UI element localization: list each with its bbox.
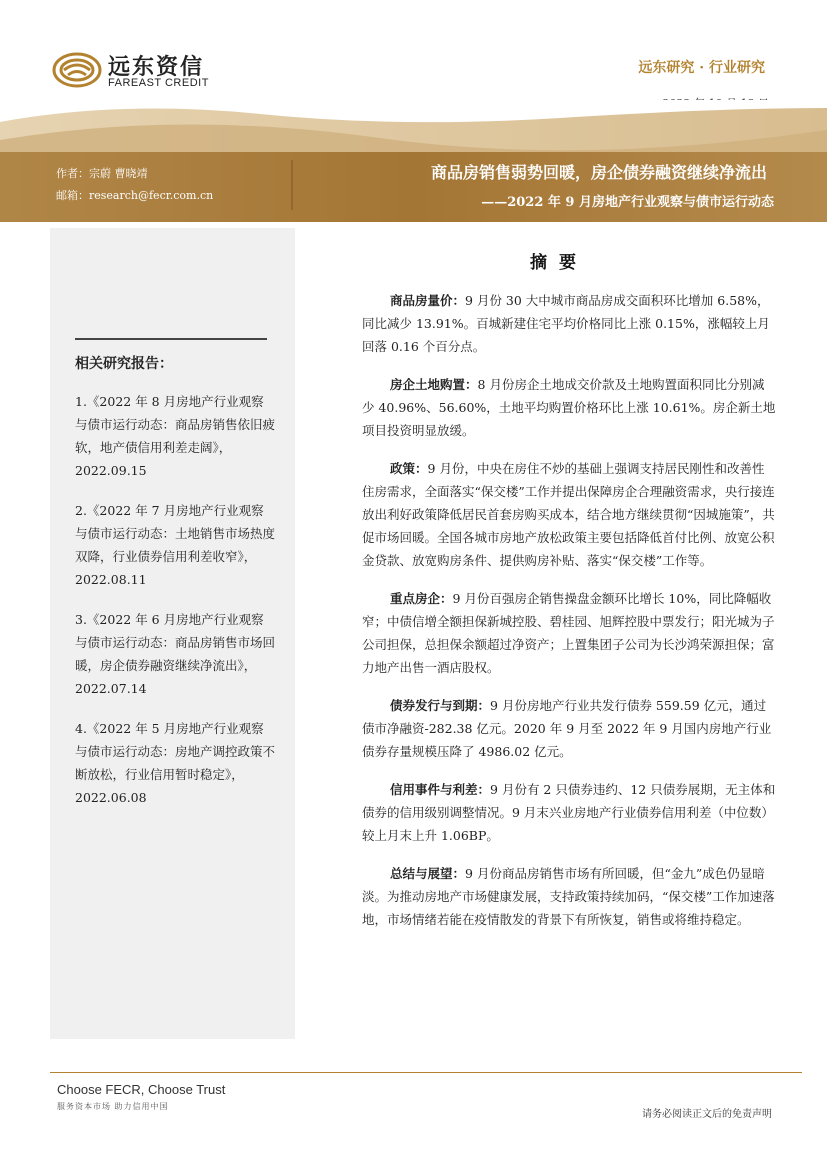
related-report-item: 1.《2022 年 8 月房地产行业观察与债市运行动态：商品房销售依旧疲软，地产债信用利差走阔》，2022.09.15 [75, 394, 276, 478]
contact-email: 邮箱：research@fecr.com.cn [56, 189, 214, 202]
author-info [56, 163, 213, 207]
paragraph-label: 债券发行与到期： [390, 698, 491, 713]
related-reports-heading: 相关研究报告： [75, 356, 173, 372]
related-report-item: 2.《2022 年 7 月房地产行业观察与债市运行动态：土地销售市场热度双降，行业债券信用利差收窄》，2022.08.11 [75, 503, 276, 587]
related-report-item: 3.《2022 年 6 月房地产行业观察与债市运行动态：商品房销售市场回暖，房企债券融资继续净流出》，2022.07.14 [75, 612, 276, 696]
related-reports-list [75, 390, 275, 826]
summary-paragraph [362, 457, 776, 572]
brand-name-en: FAREAST CREDIT [108, 77, 209, 89]
paragraph-text: 9 月份，中央在房住不炒的基础上强调支持居民刚性和改善性住房需求，全面落实“保交楼”工作并提出保障房企合理融资需求，央行接连放出利好政策降低居民首套房购买成本，结合地方继续贯彻“因城施策”，共促市场回暖。全国各城市房地产放松政策主要包括降低首付比例、放宽公积金贷款、放宽购房条件、提供购房补贴、落实“保交楼”工作等。 [362, 461, 775, 568]
related-report-item: 4.《2022 年 5 月房地产行业观察与债市运行动态：房地产调控政策不断放松，行业信用暂时稳定》，2022.06.08 [75, 721, 276, 805]
paragraph-text: 9 月份商品房销售市场有所回暖，但“金九”成色仍显暗淡。为推动房地产市场健康发展，支持政策持续加码，“保交楼”工作加速落地，市场情绪若能在疫情散发的背景下有所恢复，销售或将维持稳定。 [362, 866, 775, 927]
footer-divider [50, 1072, 802, 1073]
paragraph-label: 商品房量价： [390, 293, 466, 308]
paragraph-text: 9 月份房地产行业共发行债券 559.59 亿元，通过债市净融资-282.38 亿元。2020 年 9 月至 2022 年 9 月国内房地产行业债券存量规模压降了 4986.02 亿元。 [362, 698, 772, 759]
authors: 作者：宗蔚 曹晓靖 [56, 167, 148, 180]
paragraph-label: 总结与展望： [390, 866, 466, 881]
paragraph-text: 9 月份百强房企销售操盘金额环比增长 10%，同比降幅收窄；中债信增全额担保新城控股、碧桂园、旭辉控股中票发行；阳光城为子公司担保，总担保余额超过净资产；上置集团子公司为长沙鸿荣源担保；富力地产出售一酒店股权。 [362, 591, 775, 675]
report-subtitle: ——2022 年 9 月房地产行业观察与债市运行动态 [481, 195, 774, 210]
footer-slogan-en: Choose FECR, Choose Trust [57, 1082, 226, 1097]
paragraph-text: 8 月份房企土地成交价款及土地购置面积同比分别减少 40.96%、56.60%，土地平均购置价格环比上涨 10.61%。房企新土地项目投资明显放缓。 [362, 377, 776, 438]
paragraph-label: 信用事件与利差： [390, 782, 491, 797]
paragraph-label: 重点房企： [390, 591, 453, 606]
report-title: 商品房销售弱势回暖，房企债券融资继续净流出 [430, 163, 767, 182]
paragraph-text: 9 月份有 2 只债券违约、12 只债券展期，无主体和债券的信用级别调整情况。9 月末兴业房地产行业债券信用利差（中位数）较上月末上升 1.06BP。 [362, 782, 776, 843]
paragraph-label: 房企土地购置： [390, 377, 478, 392]
paragraph-text: 9 月份 30 大中城市商品房成交面积环比增加 6.58%，同比减少 13.91%。百城新建住宅平均价格同比上涨 0.15%，涨幅较上月回落 0.16 个百分点。 [362, 293, 770, 354]
summary-paragraph [362, 694, 776, 763]
summary-paragraph [362, 373, 776, 442]
summary-body [362, 289, 776, 946]
report-series: 远东研究 · 行业研究 [638, 60, 765, 76]
footer-slogan-cn: 服务资本市场 助力信用中国 [57, 1102, 169, 1111]
summary-paragraph [362, 587, 776, 679]
summary-heading: 摘要 [530, 253, 588, 273]
summary-paragraph [362, 778, 776, 847]
sidebar-divider [75, 338, 267, 340]
summary-paragraph [362, 862, 776, 931]
paragraph-label: 政策： [390, 461, 428, 476]
footer-disclaimer: 请务必阅读正文后的免责声明 [642, 1109, 772, 1120]
summary-paragraph [362, 289, 776, 358]
brand-name-cn: 远东资信 [108, 55, 205, 80]
